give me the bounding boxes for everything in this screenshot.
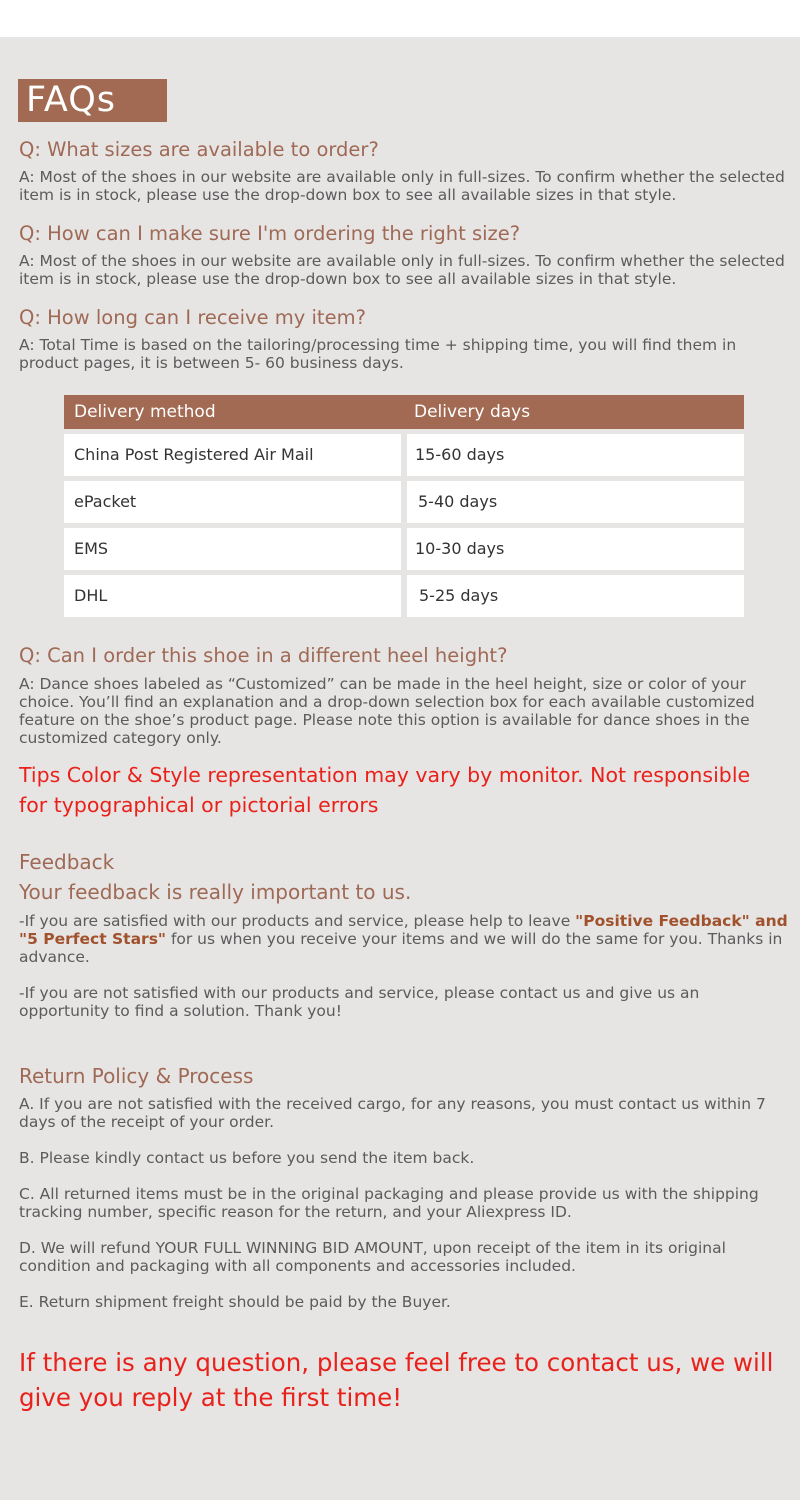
feedback-paragraph-positive [19, 912, 789, 966]
faq-question-2: Q: How can I make sure I'm ordering the right size? [19, 222, 521, 245]
feedback-text: for us when you receive your items and we will do the same for you. Thanks in advance. [19, 930, 783, 966]
faq-answer-2: A: Most of the shoes in our website are available only in full-sizes. To confirm whether the selected item is in stock, please use the drop-down box to see all available sizes in that style. [19, 252, 785, 288]
return-policy-title: Return Policy & Process [19, 1064, 254, 1088]
return-policy-item: D. We will refund YOUR FULL WINNING BID AMOUNT, upon receipt of the item in its original condition and packaging with all components and accessories included. [19, 1239, 726, 1275]
table-cell-method: DHL [64, 575, 401, 617]
table-cell-days: 15-60 days [407, 434, 744, 476]
feedback-paragraph-negative: -If you are not satisfied with our products and service, please contact us and give us an opportunity to find a solution. Thank you! [19, 984, 700, 1020]
feedback-text: -If you are satisfied with our products and service, please help to leave [19, 912, 576, 930]
table-cell-method: EMS [64, 528, 401, 570]
faq-question-1: Q: What sizes are available to order? [19, 138, 379, 161]
delivery-table-header [64, 395, 744, 429]
faq-answer-1: A: Most of the shoes in our website are available only in full-sizes. To confirm whether the selected item is in stock, please use the drop-down box to see all available sizes in that style. [19, 168, 785, 204]
column-header-days: Delivery days [414, 402, 531, 422]
return-policy-item: A. If you are not satisfied with the received cargo, for any reasons, you must contact us within 7 days of the receipt of your order. [19, 1095, 766, 1131]
tips-note: Tips Color & Style representation may vary by monitor. Not responsible for typographical or pictorial errors [19, 763, 751, 817]
feedback-title: Feedback [19, 850, 115, 874]
faq-question-3: Q: How long can I receive my item? [19, 306, 366, 329]
table-cell-days: 5-40 days [407, 481, 744, 523]
return-policy-item: C. All returned items must be in the original packaging and please provide us with the shipping tracking number, specific reason for the return, and your Aliexpress ID. [19, 1185, 759, 1221]
faq-question-4: Q: Can I order this shoe in a different heel height? [19, 644, 508, 667]
faq-answer-3: A: Total Time is based on the tailoring/processing time + shipping time, you will find them in product pages, it is between 5- 60 business days. [19, 336, 737, 372]
table-cell-method: China Post Registered Air Mail [64, 434, 401, 476]
contact-note: If there is any question, please feel free to contact us, we will give you reply at the first time! [19, 1348, 774, 1412]
table-cell-days: 5-25 days [407, 575, 744, 617]
table-cell-method: ePacket [64, 481, 401, 523]
feedback-highlight: "Positive Feedback" and "5 Perfect Stars" [19, 912, 788, 948]
faqs-title-badge: FAQs [18, 79, 167, 122]
return-policy-item: E. Return shipment freight should be paid by the Buyer. [19, 1293, 451, 1311]
return-policy-item: B. Please kindly contact us before you send the item back. [19, 1149, 475, 1167]
column-header-method: Delivery method [74, 402, 216, 422]
faq-answer-4: A: Dance shoes labeled as “Customized” can be made in the heel height, size or color of your choice. You’ll find an explanation and a drop-down selection box for each available customized feature on the shoe’s product page. Please note this option is available for dance shoes in the customized category only. [19, 675, 755, 747]
table-cell-days: 10-30 days [407, 528, 744, 570]
feedback-subtitle: Your feedback is really important to us. [19, 880, 412, 904]
